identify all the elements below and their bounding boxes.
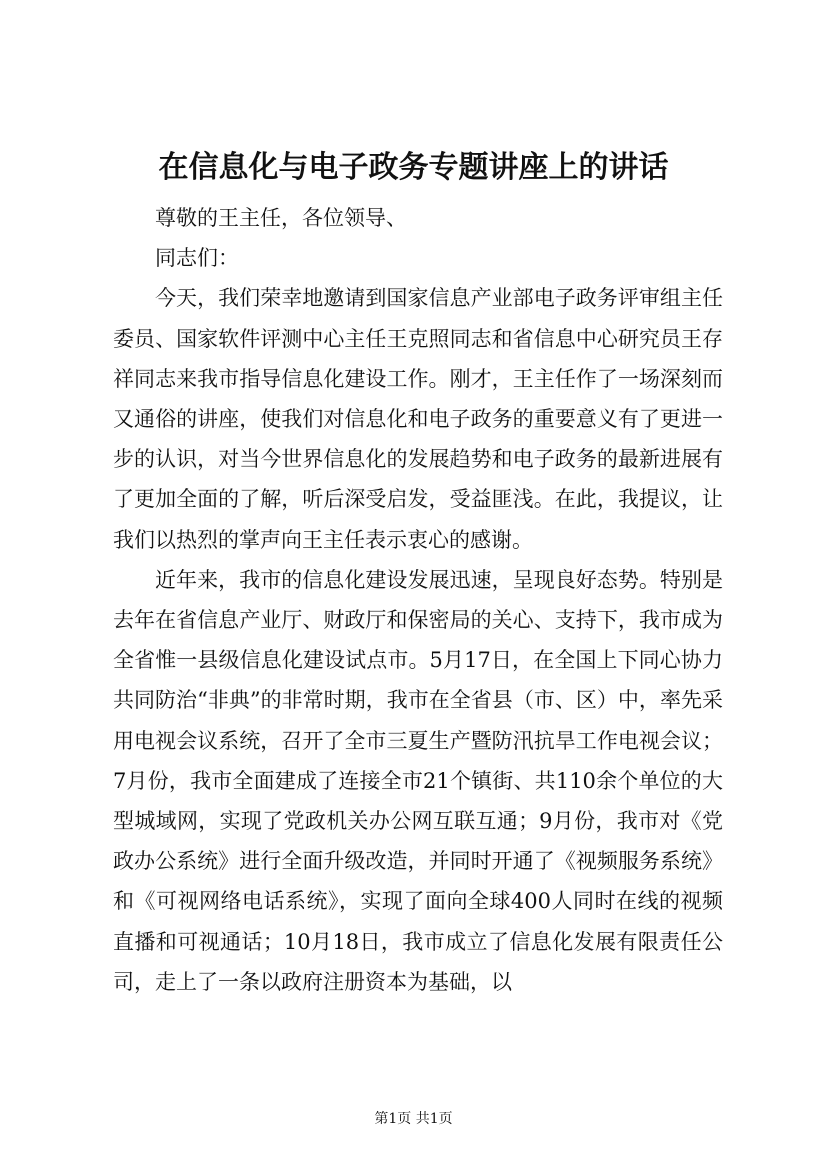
document-body [113, 198, 723, 1002]
body-paragraph: 今天，我们荣幸地邀请到国家信息产业部电子政务评审组主任委员、国家软件评测中心主任王克照同志和省信息中心研究员王存祥同志来我市指导信息化建设工作。刚才，王主任作了一场深刻而又通俗的讲座，使我们对信息化和电子政务的重要意义有了更进一步的认识，对当今世界信息化的发展趋势和电子政务的最新进展有了更加全面的了解，听后深受启发，受益匪浅。在此，我提议，让我们以热烈的掌声向王主任表示衷心的感谢。 [113, 286, 723, 552]
salutation-line: 同志们： [155, 246, 239, 271]
body-paragraph: 近年来，我市的信息化建设发展迅速，呈现良好态势。特别是去年在省信息产业厅、财政厅和保密局的关心、支持下，我市成为全省惟一县级信息化建设试点市。5月17日，在全国上下同心协力共同防治“非典”的非常时期，我市在全省县（市、区）中，率先采用电视会议系统，召开了全市三夏生产暨防汛抗旱工作电视会议；7月份，我市全面建成了连接全市21个镇街、共110余个单位的大型城域网，实现了党政机关办公网互联互通；9月份，我市对《党政办公系统》进行全面升级改造，并同时开通了《视频服务系统》和《可视网络电话系统》，实现了面向全球400人同时在线的视频直播和可视通话；10月18日，我市成立了信息化发展有限责任公司，走上了一条以政府注册资本为基础，以 [113, 567, 723, 994]
page-footer: 第1页 共1页 [374, 1111, 453, 1127]
salutation-line: 尊敬的王主任，各位领导、 [155, 206, 407, 230]
document-title: 在信息化与电子政务专题讲座上的讲话 [158, 150, 669, 185]
